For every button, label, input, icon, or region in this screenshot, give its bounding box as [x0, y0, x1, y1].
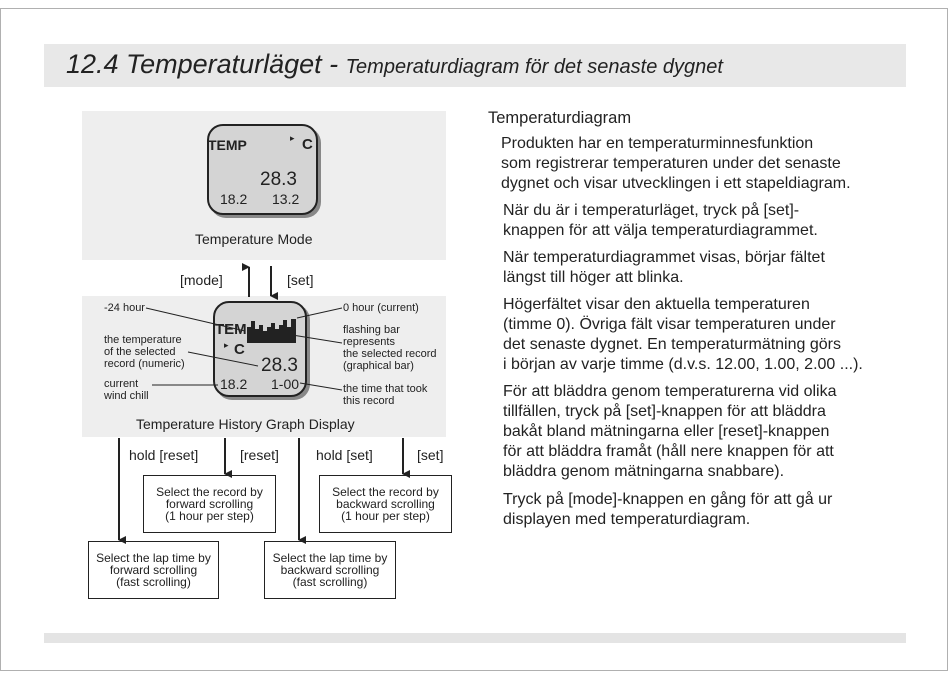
- mode-button-label: [mode]: [180, 272, 223, 288]
- record-time-leader: [300, 383, 342, 390]
- p1-line: som registrerar temperaturen under det senaste: [501, 155, 841, 172]
- graph-caption: Temperature History Graph Display: [136, 416, 355, 432]
- hold-set-label: hold [set]: [316, 447, 373, 463]
- selected-record-label-3: record (numeric): [104, 358, 185, 370]
- flashing-bar-label-3: the selected record: [343, 348, 437, 360]
- p4-line: i början av varje timme (d.v.s. 12.00, 1.00, 2.00 ...).: [503, 356, 863, 373]
- zero-hour-label: 0 hour (current): [343, 302, 419, 314]
- footer-bar: [44, 633, 906, 643]
- history-bar: [279, 325, 283, 343]
- lap-backward-line-3: (fast scrolling): [292, 575, 368, 589]
- p5-line: för att bläddra framåt (håll nere knappen för att: [503, 443, 834, 460]
- p4-line: (timme 0). Övriga fält visar temperaturen under: [503, 316, 836, 333]
- minus-24-leader: [146, 308, 245, 331]
- paragraph-6: [503, 490, 832, 530]
- mode-left-value: 18.2: [220, 191, 248, 207]
- p5-line: bläddra genom mätningarna snabbare).: [503, 463, 785, 480]
- backward-scroll-line-1: Select the record by: [332, 485, 439, 499]
- record-time-label-2: this record: [343, 395, 395, 407]
- mode-temp-label: TEMP: [208, 137, 247, 153]
- lap-forward-line-1: Select the lap time by: [96, 551, 211, 565]
- graph-left-value: 18.2: [220, 376, 248, 392]
- paragraph-1: [501, 134, 851, 194]
- history-bar-graph: [247, 319, 296, 343]
- history-bar: [287, 327, 291, 343]
- page-title: 12.4 Temperaturläget - Temperaturdiagram för det senaste dygnet: [66, 49, 723, 79]
- history-bar: [259, 325, 263, 343]
- wind-chill-label-1: current: [104, 378, 139, 390]
- set-button-label: [set]: [287, 272, 314, 288]
- p6-line: Tryck på [mode]-knappen en gång för att gå ur: [503, 491, 833, 508]
- mode-unit: C: [302, 136, 313, 153]
- flashing-bar-label-4: (graphical bar): [343, 360, 414, 372]
- lap-forward-line-3: (fast scrolling): [116, 575, 191, 589]
- section-heading: Temperaturdiagram: [488, 109, 632, 127]
- p2-line: knappen för att välja temperaturdiagrammet.: [503, 222, 818, 239]
- history-bar: [291, 319, 296, 343]
- record-time-label-1: the time that took: [343, 383, 428, 395]
- p6-line: displayen med temperaturdiagram.: [503, 511, 751, 528]
- reset-label: [reset]: [240, 447, 279, 463]
- history-bar: [247, 327, 251, 343]
- mode-right-value: 13.2: [272, 191, 300, 207]
- forward-scroll-line-1: Select the record by: [156, 485, 263, 499]
- p3-line: När temperaturdiagrammet visas, börjar fältet: [503, 249, 825, 266]
- selected-record-label-2: of the selected: [104, 346, 176, 358]
- graph-temperature-value: 28.3: [261, 355, 298, 376]
- mode-temperature-value: 28.3: [260, 169, 297, 190]
- p5-line: tillfällen, tryck på [set]-knappen för att bläddra: [503, 403, 826, 420]
- p2-line: När du är i temperaturläget, tryck på [set]-: [503, 202, 800, 219]
- p4-line: det senaste dygnet. En temperaturmätning görs: [503, 336, 841, 353]
- lap-backward-line-2: backward scrolling: [280, 563, 380, 577]
- paragraph-2: [503, 201, 818, 241]
- paragraph-3: [503, 248, 825, 288]
- hold-reset-label: hold [reset]: [129, 447, 199, 463]
- selected-record-leader: [188, 352, 258, 366]
- history-bar: [267, 327, 271, 343]
- forward-scroll-line-3: (1 hour per step): [165, 509, 254, 523]
- p5-line: bakåt bland mätningarna eller [reset]-knappen: [503, 423, 830, 440]
- set-label-lower: [set]: [417, 447, 444, 463]
- p3-line: längst till höger att blinka.: [503, 269, 684, 286]
- lap-backward-line-1: Select the lap time by: [272, 551, 388, 565]
- zero-hour-leader: [297, 308, 342, 318]
- minus-24-hour-label: -24 hour: [104, 302, 145, 314]
- history-bar: [283, 320, 287, 343]
- flashing-bar-label-2: represents: [343, 336, 395, 348]
- p5-line: För att bläddra genom temperaturerna vid olika: [503, 383, 837, 400]
- history-bar: [251, 321, 255, 343]
- mode-caption: Temperature Mode: [195, 231, 313, 247]
- paragraph-5: [503, 382, 837, 482]
- history-bar: [271, 323, 275, 343]
- graph-unit-arrow-icon: ▸: [224, 340, 229, 350]
- p4-line: Högerfältet visar den aktuella temperaturen: [503, 296, 810, 313]
- p1-line: dygnet och visar utvecklingen i ett stapeldiagram.: [501, 175, 851, 192]
- graph-time-value: 1-00: [271, 376, 300, 392]
- history-bar: [275, 329, 279, 343]
- flashing-bar-label-1: flashing bar: [343, 324, 400, 336]
- backward-scroll-line-2: backward scrolling: [336, 497, 435, 511]
- graph-temp-label: TEM: [215, 321, 247, 338]
- history-bar: [263, 331, 267, 343]
- backward-scroll-line-3: (1 hour per step): [341, 509, 430, 523]
- lap-forward-line-2: forward scrolling: [109, 563, 198, 577]
- graph-unit: C: [234, 341, 245, 358]
- mode-unit-arrow-icon: ▸: [290, 133, 295, 143]
- history-bar: [255, 329, 259, 343]
- wind-chill-label-2: wind chill: [104, 390, 149, 402]
- paragraph-4: [503, 295, 863, 375]
- selected-record-label-1: the temperature: [104, 334, 182, 346]
- page-subtitle: Temperaturdiagram för det senaste dygnet: [345, 56, 723, 78]
- forward-scroll-line-2: forward scrolling: [165, 497, 254, 511]
- p1-line: Produkten har en temperaturminnesfunktion: [501, 135, 814, 152]
